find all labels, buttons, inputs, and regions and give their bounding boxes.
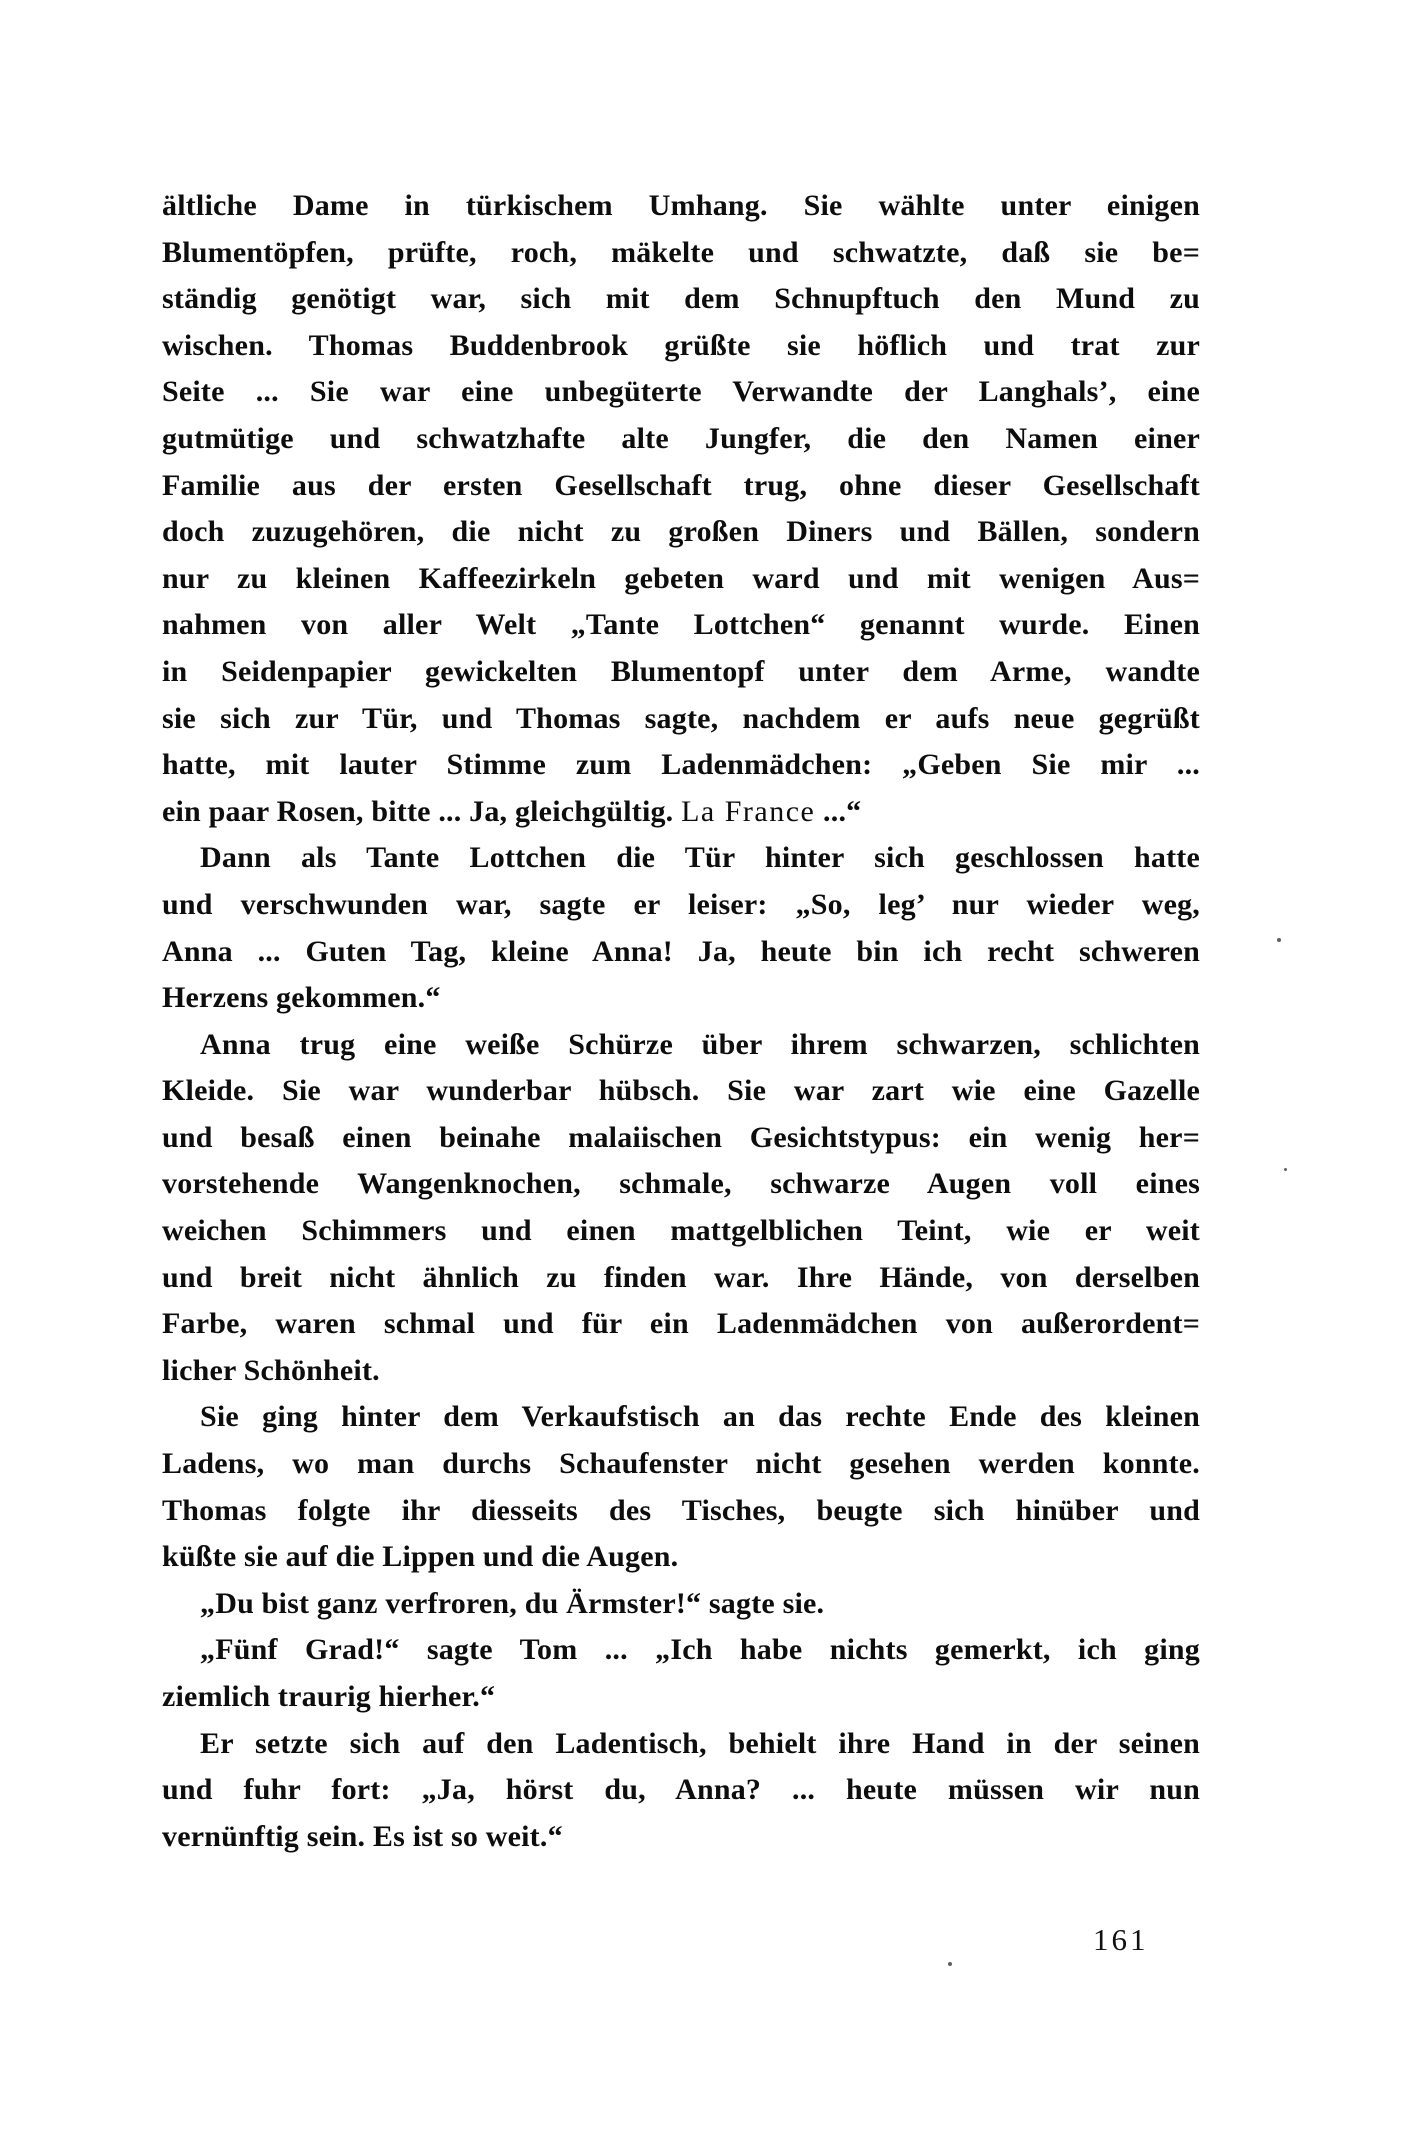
text-line: Sie ging hinter dem Verkaufstisch an das rechte Ende des kleinen bbox=[200, 1400, 1200, 1434]
text-line: vernünftig sein. Es ist so weit.“ bbox=[162, 1819, 563, 1853]
text-line: nahmen von aller Welt „Tante Lottchen“ genannt wurde. Einen bbox=[162, 608, 1200, 642]
text-line: Seite ... Sie war eine unbegüterte Verwandte der Langhals’, eine bbox=[162, 375, 1200, 409]
text-line: licher Schönheit. bbox=[162, 1353, 380, 1387]
paragraph bbox=[162, 1394, 1200, 1580]
text-line: Anna ... Guten Tag, kleine Anna! Ja, heute bin ich recht schweren bbox=[162, 934, 1200, 968]
text-line: weichen Schimmers und einen mattgelblichen Teint, wie er weit bbox=[162, 1214, 1200, 1248]
text-line: Herzens gekommen.“ bbox=[162, 981, 441, 1015]
text-line: vorstehende Wangenknochen, schmale, schwarze Augen voll eines bbox=[162, 1167, 1200, 1201]
paragraph bbox=[162, 835, 1200, 1021]
page-number: 161 bbox=[1093, 1922, 1149, 1957]
text-line: Thomas folgte ihr diesseits des Tisches, beugte sich hinüber und bbox=[162, 1493, 1200, 1527]
text-line: ziemlich traurig hierher.“ bbox=[162, 1680, 496, 1713]
text-line bbox=[162, 789, 1200, 836]
fraktur-text: ...“ bbox=[815, 794, 862, 828]
text-line: hatte, mit lauter Stimme zum Ladenmädchen: „Geben Sie mir ... bbox=[162, 748, 1200, 782]
text-line: Kleide. Sie war wunderbar hübsch. Sie war zart wie eine Gazelle bbox=[162, 1074, 1200, 1108]
text-line: und besaß einen beinahe malaiischen Gesichtstypus: ein wenig her= bbox=[162, 1120, 1200, 1154]
paragraph bbox=[162, 1721, 1200, 1861]
text-line: Dann als Tante Lottchen die Tür hinter sich geschlossen hatte bbox=[200, 841, 1200, 875]
text-line: und fuhr fort: „Ja, hörst du, Anna? ... heute müssen wir nun bbox=[162, 1773, 1200, 1807]
paragraph bbox=[162, 1627, 1200, 1720]
text-line: und verschwunden war, sagte er leiser: „So, leg’ nur wieder weg, bbox=[162, 887, 1200, 921]
text-line: „Fünf Grad!“ sagte Tom ... „Ich habe nichts gemerkt, ich ging bbox=[200, 1633, 1200, 1667]
text-line: ältliche Dame in türkischem Umhang. Sie wählte unter einigen bbox=[162, 189, 1200, 222]
text-line: in Seidenpapier gewickelten Blumentopf unter dem Arme, wandte bbox=[162, 654, 1200, 688]
paragraph bbox=[162, 183, 1200, 835]
text-line: Farbe, waren schmal und für ein Ladenmädchen von außerordent= bbox=[162, 1307, 1200, 1341]
fraktur-text: ein paar Rosen, bitte ... Ja, gleichgültig. bbox=[162, 794, 682, 828]
paragraph bbox=[162, 1581, 1200, 1628]
text-line: gutmütige und schwatzhafte alte Jungfer, die den Namen einer bbox=[162, 421, 1200, 455]
scan-speck bbox=[1284, 1168, 1287, 1171]
text-line: Anna trug eine weiße Schürze über ihrem schwarzen, schlichten bbox=[200, 1027, 1200, 1061]
text-line: ständig genötigt war, sich mit dem Schnupftuch den Mund zu bbox=[162, 282, 1200, 316]
text-line: Ladens, wo man durchs Schaufenster nicht gesehen werden konnte. bbox=[162, 1447, 1200, 1481]
text-line: Familie aus der ersten Gesellschaft trug, ohne dieser Gesellschaft bbox=[162, 468, 1200, 502]
text-line: Er setzte sich auf den Ladentisch, behielt ihre Hand in der seinen bbox=[200, 1726, 1200, 1760]
text-line: küßte sie auf die Lippen und die Augen. bbox=[162, 1540, 679, 1574]
text-line: Blumentöpfen, prüfte, roch, mäkelte und schwatzte, daß sie be= bbox=[162, 235, 1200, 269]
scan-speck bbox=[1277, 938, 1281, 942]
scan-speck bbox=[948, 1962, 952, 1966]
text-line: und breit nicht ähnlich zu finden war. Ihre Hände, von derselben bbox=[162, 1260, 1200, 1294]
text-line: sie sich zur Tür, und Thomas sagte, nachdem er aufs neue gegrüßt bbox=[162, 701, 1200, 735]
paragraph bbox=[162, 1022, 1200, 1395]
text-line: nur zu kleinen Kaffeezirkeln gebeten ward und mit wenigen Aus= bbox=[162, 561, 1200, 595]
text-line: „Du bist ganz verfroren, du Ärmster!“ sagte sie. bbox=[200, 1586, 825, 1620]
text-line: doch zuzugehören, die nicht zu großen Diners und Bällen, sondern bbox=[162, 515, 1200, 549]
page-text bbox=[162, 183, 1200, 1860]
text-line: wischen. Thomas Buddenbrook grüßte sie höflich und trat zur bbox=[162, 328, 1200, 362]
antiqua-text: La France bbox=[681, 794, 816, 828]
